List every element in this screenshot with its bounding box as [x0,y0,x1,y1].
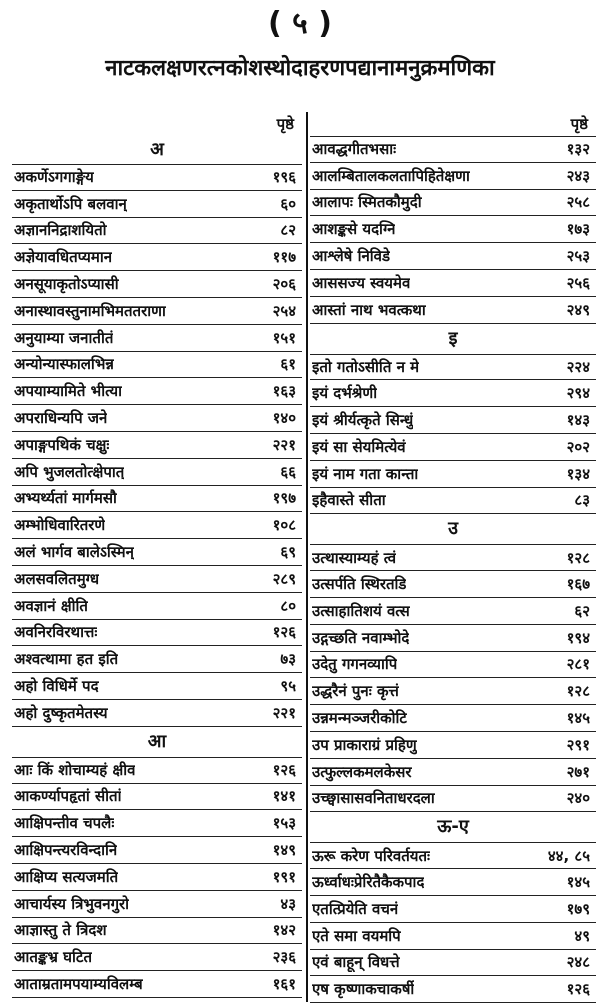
entry-text: उप प्राकाराग्रं प्रहिणु [312,735,417,754]
entry-page: २७१ [566,762,590,781]
entry-page: १९१ [272,867,296,886]
entry-page: ७३ [280,650,296,669]
index-entry [12,539,302,566]
index-entry [12,298,302,325]
index-entry [310,705,596,732]
entry-text: आक्षिपन्त्यरविन्दानि [14,841,118,860]
index-entry [310,461,596,488]
index-entry [310,354,596,381]
index-entry [12,837,302,864]
entry-text: अवज्ञानं क्षीति [14,596,88,615]
entry-text: उद्गच्छति नवाम्भोदे [312,628,410,647]
index-entry [310,842,596,869]
entry-page: १२८ [566,548,590,567]
entry-page: १७९ [566,899,590,918]
entry-text: अकर्णेऽगगाङ्गेय [14,168,94,187]
index-entry [12,918,302,945]
entry-text: आस्तां नाथ भवत्कथा [312,300,426,319]
entry-text: इयं नाम गता कान्ता [312,464,419,483]
right-column [310,112,596,1003]
entry-text: उच्छ्वासासवनिताधरदला [312,789,435,808]
index-entry [12,891,302,918]
index-entry [310,571,596,598]
entry-text: एष कृष्णाकचाकर्षी [312,980,415,999]
entry-page: १४५ [566,873,590,892]
index-entry [310,434,596,461]
entry-text: आश्लेषे निविडे [312,247,391,266]
entry-page: २४० [566,789,590,808]
entry-page: २०२ [566,437,590,456]
entry-page: १४३ [566,411,590,430]
index-entry [310,759,596,786]
index-entry [310,923,596,950]
entry-text: अवनिरविरथात्तः [14,623,98,642]
entry-text: आवद्धगीतभसाः [312,140,397,159]
index-entry [310,136,596,163]
index-entry [310,163,596,190]
entry-page: २९१ [566,735,590,754]
index-entry [12,218,302,245]
entry-text: आक्षिपन्तीव चपलैः [14,814,115,833]
index-entry [310,652,596,679]
entry-text: इयं श्रीर्यत्कृते सिन्धुं [312,411,414,430]
entry-text: उन्नमन्मञ्जरीकोटि [312,709,407,728]
entry-text: आलम्बितालकलतापिहितेक्षणा [312,166,470,185]
index-entry [12,593,302,620]
entry-page: २५३ [566,247,590,266]
page-title: नाटकलक्षणरत्नकोशस्थोदाहरणपद्यानामनुक्रमणिका [105,56,495,81]
entry-text: उत्थास्याम्यहं त्वं [312,548,397,567]
entry-page: १४५ [566,709,590,728]
entry-text: उद्धरैनं पुनः कृत्तं [312,682,399,701]
entry-page: १३२ [566,140,590,159]
entry-text: अहो दुष्कृतमेतस्य [14,703,108,722]
entry-page: २०६ [272,275,296,294]
entry-text: अहो विधिर्मे पद [14,677,99,696]
entry-text: इयं दर्भश्रेणी [312,384,378,403]
index-entry [12,566,302,593]
entry-page: १५१ [272,328,296,347]
index-entry [310,625,596,652]
entry-page: १९७ [272,489,296,508]
index-entry [310,598,596,625]
entry-page: २८१ [566,655,590,674]
index-entry [12,378,302,405]
index-entry [12,971,302,998]
entry-text: आज्ञास्तु ते त्रिदश [14,921,107,940]
index-entry [310,950,596,977]
section-heading: उ [448,518,458,540]
index-entry [12,700,302,727]
entry-page: ८२ [280,221,296,240]
entry-text: आचार्यस्य त्रिभुवनगुरो [14,894,130,913]
entry-page: १४२ [272,921,296,940]
entry-text: आससज्य स्वयमेव [312,273,411,292]
entry-text: अपाङ्गपथिकं चक्षुः [14,435,110,454]
entry-text: ऊर्ध्वाधःप्रेरितैकैकपाद [312,873,425,892]
index-entry [12,486,302,513]
entry-text: अनसूयाकृतोऽप्यासी [14,275,119,294]
entry-page: २४३ [566,166,590,185]
entry-page: ११७ [272,248,296,267]
index-entry [310,732,596,759]
index-entry [310,869,596,896]
index-entry [310,380,596,407]
index-entry [12,164,302,191]
entry-page: १४९ [272,841,296,860]
index-entry [310,786,596,813]
index-entry [12,244,302,271]
index-entry [310,297,596,324]
entry-text: अपि भुजलतोत्क्षेपात् [14,462,125,481]
entry-page: १७३ [566,220,590,239]
index-entry [310,216,596,243]
entry-text: उत्साहातिशयं वत्स [312,601,410,620]
entry-page: १४० [272,409,296,428]
entry-text: अलं भार्गव बालेऽस्मिन् [14,543,134,562]
entry-text: एवं बाहून् विधत्ते [312,953,400,972]
entry-text: इतो गतोऽसीति न मे [312,357,420,376]
index-entry [12,459,302,486]
index-entry [310,407,596,434]
entry-text: उदेतु गगनव्यापि [312,655,398,674]
entry-page: ४३ [280,894,296,913]
entry-page: १२६ [566,980,590,999]
entry-page: ८० [280,596,296,615]
entry-page: ६० [280,194,296,213]
entry-text: आलापः स्मितकौमुदी [312,193,422,212]
section-heading: आ [147,730,167,752]
entry-page: १६३ [272,382,296,401]
entry-page: १६१ [272,975,296,993]
entry-text: अन्योन्यास्फालभिन्न [14,355,114,374]
entry-text: अश्वत्थामा हत इति [14,650,119,669]
entry-text: अकृतार्थोऽपि बलवान् [14,194,127,213]
left-column-body [12,136,302,998]
entry-page: १३४ [566,464,590,483]
index-entry [12,646,302,673]
entry-text: अज्ञेयावधितप्यमान [14,248,113,267]
entry-page: २३६ [272,948,296,967]
entry-text: अपयाम्यामिते भीत्या [14,382,123,401]
index-entry [310,243,596,270]
entry-text: अनास्थावस्तुनामभिमततराणा [14,301,166,320]
entry-page: १९४ [566,628,590,647]
entry-text: इयं सा सेयमित्येवं [312,437,406,456]
entry-page: ९५ [280,677,296,696]
entry-page: ८३ [574,491,590,510]
entry-page: १९६ [272,168,296,187]
entry-page: ६९ [280,543,296,562]
left-column [12,112,302,998]
index-entry [310,190,596,217]
entry-page: २५४ [272,301,296,320]
entry-page: ६६ [280,462,296,481]
entry-text: आतङ्कभ्र घटित [14,948,93,967]
index-entry [12,432,302,459]
entry-text: अलसवलितमुग्ध [14,569,100,588]
section-heading: ऊ-ए [437,816,469,838]
column-divider [306,112,308,1002]
section-heading: इ [448,327,458,349]
entry-text: आशङ्कसे यदग्नि [312,220,396,239]
entry-text: आताम्रतामपयाम्यविलम्ब [14,975,143,993]
entry-text: ऊरू करेण परिवर्तयतः [312,846,431,865]
index-entry [12,864,302,891]
entry-page: १६७ [566,575,590,594]
entry-page: ६२ [574,601,590,620]
page-column-header: पृष्ठे [276,115,294,133]
entry-page: ४९ [574,926,590,945]
entry-page: १२८ [566,682,590,701]
index-entry [12,673,302,700]
index-entry [12,191,302,218]
entry-text: आः किं शोचाम्यहं क्षीव [14,761,136,780]
entry-text: आकर्ण्यापहृतां सीतां [14,787,122,806]
entry-page: १२६ [272,761,296,780]
index-entry [12,757,302,784]
entry-page: २४९ [566,300,590,319]
entry-text: एतत्प्रियेति वचनं [312,899,399,918]
section-heading: अ [150,139,164,160]
page-number: ( ५ ) [268,6,332,41]
entry-page: १०८ [272,516,296,535]
index-entry [12,325,302,352]
page-column-header: पृष्ठे [570,115,588,133]
entry-text: अज्ञाननिद्राशयितो [14,221,107,240]
entry-page: २८९ [272,569,296,588]
entry-page: १४१ [272,787,296,806]
index-entry [310,976,596,1003]
index-entry [12,512,302,539]
entry-page: १२६ [272,623,296,642]
index-entry [12,620,302,647]
entry-text: अनुयाम्या जनातीतं [14,328,114,347]
index-entry [310,896,596,923]
entry-page: २४८ [566,953,590,972]
entry-page: २२४ [566,357,590,376]
entry-page: १५३ [272,814,296,833]
entry-page: ४४, ८५ [547,846,590,865]
index-entry [12,271,302,298]
entry-text: उत्सर्पति स्थिरतडि [312,575,407,594]
index-entry [12,784,302,811]
entry-text: एते समा वयमपि [312,926,401,945]
entry-page: २२१ [272,435,296,454]
index-entry [310,488,596,515]
entry-page: ६१ [280,355,296,374]
entry-page: २५८ [566,193,590,212]
index-entry [12,405,302,432]
right-column-body [310,136,596,1003]
index-entry [310,544,596,571]
entry-text: अपराधिन्यपि जने [14,409,108,428]
entry-text: आक्षिप्य सत्यजमति [14,867,119,886]
index-entry [12,352,302,379]
entry-text: उत्फुल्लकमलकेसर [312,762,412,781]
entry-page: २९४ [566,384,590,403]
index-entry [310,270,596,297]
entry-text: अभ्यर्थ्यतां मार्गमसौ [14,489,117,508]
index-entry [12,944,302,971]
entry-text: इहैवास्ते सीता [312,491,386,510]
entry-page: २५६ [566,273,590,292]
index-entry [12,810,302,837]
entry-text: अम्भोधिवारितरणे [14,516,106,535]
index-entry [310,678,596,705]
entry-page: २२१ [272,703,296,722]
